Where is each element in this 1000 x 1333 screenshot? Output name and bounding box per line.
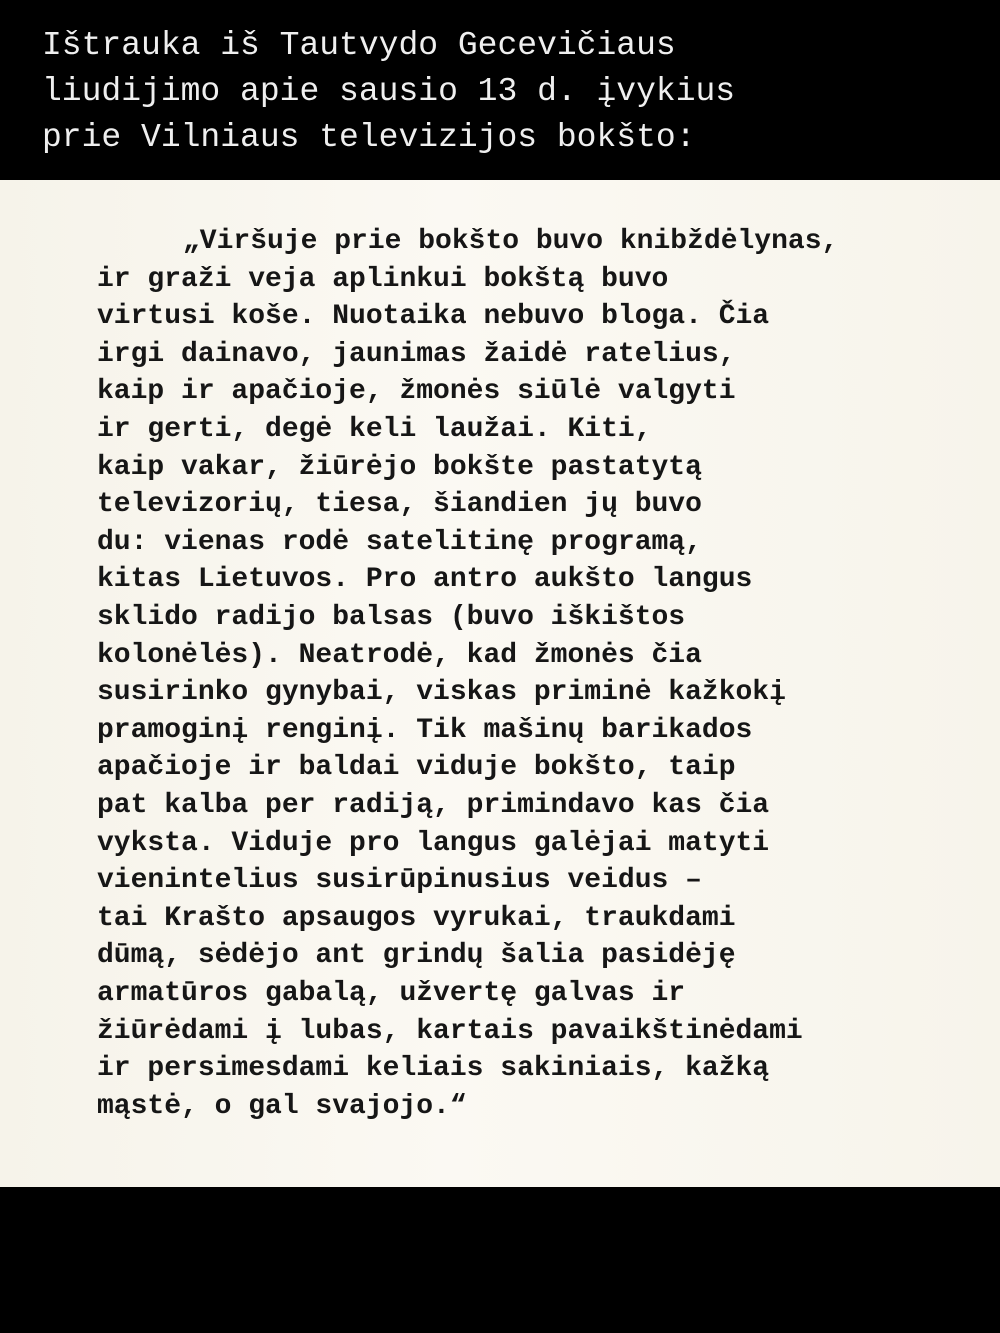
quote-line: susirinko gynybai, viskas priminė kažkokį	[97, 677, 786, 708]
quote-line: televizorių, tiesa, šiandien jų buvo	[97, 489, 702, 520]
quote-line: armatūros gabalą, užvertę galvas ir	[97, 978, 686, 1009]
quote-line: vyksta. Viduje pro langus galėjai matyti	[97, 828, 770, 859]
quote-line: kaip vakar, žiūrėjo bokšte pastatytą	[97, 452, 702, 483]
quote-line: apačioje ir baldai viduje bokšto, taip	[97, 752, 736, 783]
quote-line: dūmą, sėdėjo ant grindų šalia pasidėję	[97, 940, 736, 971]
quote-line: kolonėlės). Neatrodė, kad žmonės čia	[97, 640, 702, 671]
quote-paper	[0, 180, 1000, 1187]
header-title-line-1: Ištrauka iš Tautvydo Gecevičiaus	[42, 27, 676, 64]
quote-line: mąstė, o gal svajojo.“	[97, 1091, 467, 1122]
footer-band	[0, 1187, 1000, 1333]
quote-line: tai Krašto apsaugos vyrukai, traukdami	[97, 903, 736, 934]
quote-line: ir gerti, degė keli laužai. Kiti,	[97, 414, 652, 445]
quote-line: „Viršuje prie bokšto buvo knibždėlynas,	[183, 226, 839, 257]
header-title-line-3: prie Vilniaus televizijos bokšto:	[42, 119, 696, 156]
quote-line: pramoginį renginį. Tik mašinų barikados	[97, 715, 753, 746]
header-band	[0, 0, 1000, 180]
quote-line: vienintelius susirūpinusius veidus –	[97, 865, 702, 896]
quote-line: ir graži veja aplinkui bokštą buvo	[97, 264, 669, 295]
quote-line: du: vienas rodė satelitinę programą,	[97, 527, 702, 558]
header-title-line-2: liudijimo apie sausio 13 d. įvykius	[42, 73, 736, 110]
quote-line: kitas Lietuvos. Pro antro aukšto langus	[97, 564, 753, 595]
quote-line: žiūrėdami į lubas, kartais pavaikštinėdami	[97, 1016, 803, 1047]
quote-line: sklido radijo balsas (buvo iškištos	[97, 602, 686, 633]
quote-line: kaip ir apačioje, žmonės siūlė valgyti	[97, 376, 736, 407]
quote-line: ir persimesdami keliais sakiniais, kažką	[97, 1053, 770, 1084]
quote-line: irgi dainavo, jaunimas žaidė ratelius,	[97, 339, 736, 370]
quote-line: pat kalba per radiją, primindavo kas čia	[97, 790, 770, 821]
quote-line: virtusi koše. Nuotaika nebuvo bloga. Čia	[97, 301, 770, 332]
